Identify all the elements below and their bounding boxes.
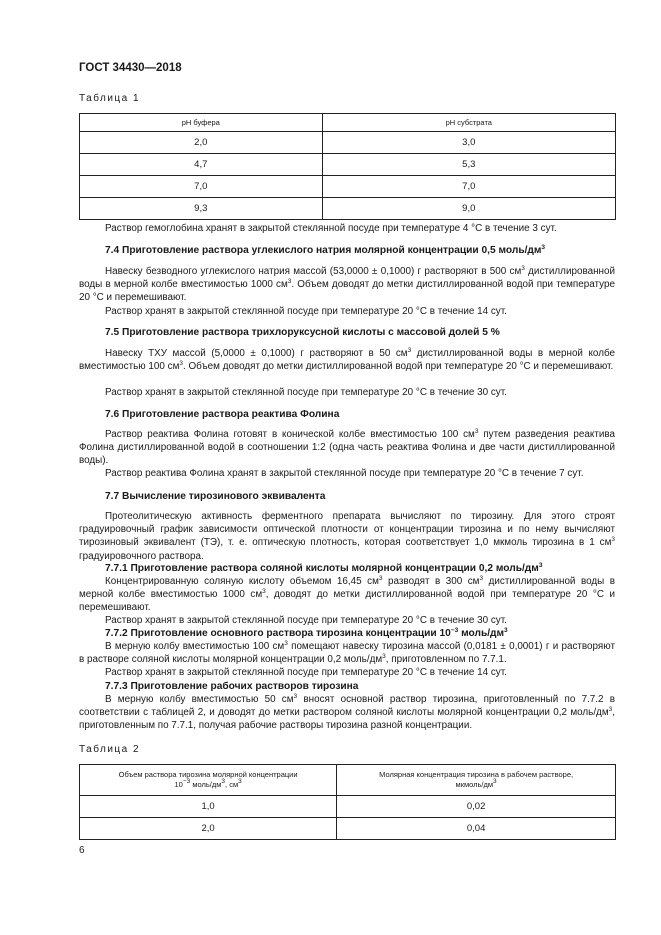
section-7-7-3-title: 7.7.3 Приготовление рабочих растворов тирозина bbox=[105, 681, 359, 692]
table2-header-cell: Молярная концентрация тирозина в рабочем растворе, мкмоль/$дм^3$ bbox=[337, 765, 616, 796]
table2-header-row bbox=[80, 765, 616, 796]
table-cell: 7,0 bbox=[80, 176, 323, 198]
section-7-7-1-storage: Раствор хранят в закрытой стеклянной посуде при температуре 20 °С в течение 30 сут. bbox=[105, 615, 507, 626]
table-cell: 4,7 bbox=[80, 154, 323, 176]
section-7-7-1-paragraph: Концентрированную соляную кислоту объемом 16,45 $см^3$ разводят в 300 $см^3$ дистиллированной воды в мерной колбе вместимостью 1000 $см^3$, доводят до метки дистиллированной водой при температуре 20 °С и перемешивают. bbox=[79, 575, 615, 614]
page-number: 6 bbox=[79, 845, 85, 856]
table-row bbox=[80, 154, 616, 176]
section-7-6-paragraph: Раствор реактива Фолина готовят в конической колбе вместимостью 100 $см^3$ путем разведения реактива Фолина дистиллированной водой в соотношении 1:2 (одна часть реактива Фолина и две части дистиллированной воды). bbox=[79, 428, 615, 467]
table-cell: 3,0 bbox=[322, 132, 615, 154]
section-7-7-3-paragraph: В мерную колбу вместимостью 50 $см^3$ вносят основной раствор тирозина, приготовленный по 7.7.2 в соответствии с таблицей 2, и доводят до метки раствором соляной кислоты молярной концентрации 0,2 моль/$дм^3$, приготовленным по 7.7.1, получая рабочие растворы тирозина разной концентрации. bbox=[79, 693, 616, 732]
table-cell: 1,0 bbox=[80, 796, 337, 818]
section-7-5-title: 7.5 Приготовление раствора трихлоруксусной кислоты с массовой долей 5 % bbox=[105, 327, 500, 338]
section-7-7-2-storage: Раствор хранят в закрытой стеклянной посуде при температуре 20 °С в течение 14 сут. bbox=[105, 667, 507, 678]
section-7-5-paragraph: Навеску ТХУ массой (5,0000 ± 0,1000) г растворяют в 50 $см^3$ дистиллированной воды в мерной колбе вместимостью 100 $см^3$. Объем доводят до метки дистиллированной водой при температуре 20 °С и перемешивают. bbox=[79, 347, 615, 373]
table-row bbox=[80, 818, 616, 840]
table-cell: 0,04 bbox=[337, 818, 616, 840]
table2-caption: Таблица 2 bbox=[79, 744, 141, 755]
table1-caption: Таблица 1 bbox=[79, 93, 141, 104]
section-7-7-paragraph: Протеолитическую активность ферментного препарата вычисляют по тирозину. Для этого строят градуировочный график зависимости оптической плотности от концентрации тирозина и по нему вычисляют тирозиновый эквивалент (ТЭ), т. е. оптическую плотность, которая соответствует 1,0 мкмоль тирозина в 1 $см^3$ градуировочного раствора. bbox=[79, 511, 615, 562]
table-cell: 2,0 bbox=[80, 132, 323, 154]
table-cell: 2,0 bbox=[80, 818, 337, 840]
table2 bbox=[79, 764, 616, 840]
section-7-5-storage: Раствор хранят в закрытой стеклянной посуде при температуре 20 °С в течение 30 сут. bbox=[105, 387, 507, 398]
paragraph-hemoglobin: Раствор гемоглобина хранят в закрытой стеклянной посуде при температуре 4 °С в течение 3 сут. bbox=[105, 223, 557, 234]
table2-header-cell: Объем раствора тирозина молярной концентрации $10^{-3}$ моль/$дм^3$, $см^3$ bbox=[80, 765, 337, 796]
table-row bbox=[80, 176, 616, 198]
table-cell: 7,0 bbox=[322, 176, 615, 198]
table-row bbox=[80, 132, 616, 154]
table1 bbox=[79, 113, 616, 220]
section-7-4-storage: Раствор хранят в закрытой стеклянной посуде при температуре 20 °С в течение 14 сут. bbox=[105, 306, 507, 317]
table-row bbox=[80, 796, 616, 818]
section-7-7-title: 7.7 Вычисление тирозинового эквивалента bbox=[105, 491, 326, 502]
section-7-4-paragraph: Навеску безводного углекислого натрия массой (53,0000 ± 0,1000) г растворяют в 500 $см^3$ дистиллированной воды в мерной колбе вместимостью 1000 $см^3$. Объем доводят до метки дистиллированной водой при температуре 20 °С и перемешивают. bbox=[79, 265, 615, 304]
section-7-6-title: 7.6 Приготовление раствора реактива Фолина bbox=[105, 409, 340, 420]
section-7-4-title: 7.4 Приготовление раствора углекислого натрия молярной концентрации 0,5 моль/$дм^3$ bbox=[105, 244, 546, 256]
section-7-6-storage: Раствор реактива Фолина хранят в закрытой стеклянной посуде при температуре 20 °С в течение 7 сут. bbox=[105, 468, 584, 479]
section-7-7-2-paragraph: В мерную колбу вместимостью 100 $см^3$ помещают навеску тирозина массой (0,0181 ± 0,0001) г и растворяют в растворе соляной кислоты молярной концентрации 0,2 моль/$дм^3$, приготовленном по 7.7.1. bbox=[79, 640, 615, 666]
table-cell: 9,0 bbox=[322, 198, 615, 220]
table-cell: 9,3 bbox=[80, 198, 323, 220]
table-cell: 5,3 bbox=[322, 154, 615, 176]
section-7-7-1-title: 7.7.1 Приготовление раствора соляной кислоты молярной концентрации 0,2 моль/$дм^3$ bbox=[105, 562, 543, 574]
table-cell: 0,02 bbox=[337, 796, 616, 818]
section-7-7-2-title: 7.7.2 Приготовление основного раствора тирозина концентрации $10^{-3}$ моль/$дм^3$ bbox=[105, 627, 508, 639]
standard-header: ГОСТ 34430—2018 bbox=[79, 62, 182, 74]
table1-header-row bbox=[80, 114, 616, 132]
table-row bbox=[80, 198, 616, 220]
table1-header-cell: рН буфера bbox=[80, 114, 323, 132]
table1-header-cell: рН субстрата bbox=[322, 114, 615, 132]
